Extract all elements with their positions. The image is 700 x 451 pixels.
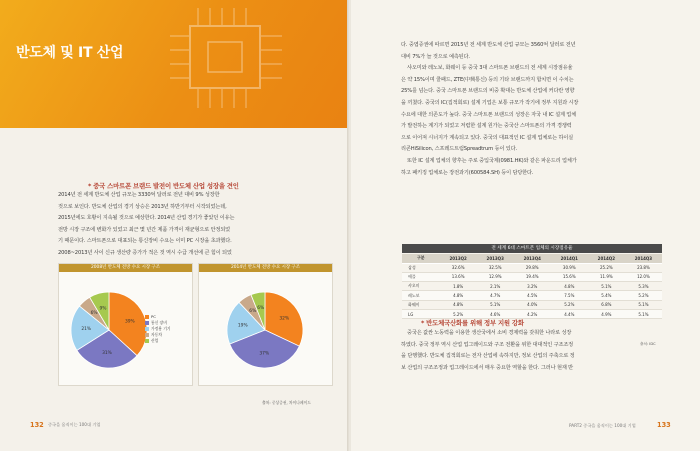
share-cell: 25.2% (588, 263, 625, 272)
table-row (402, 309, 662, 318)
slice-label: 9% (99, 306, 107, 312)
table-row (402, 263, 662, 272)
share-cell: 29.8% (514, 263, 551, 272)
brand-cell: 삼성 (402, 263, 440, 272)
slice-label: 6% (249, 309, 257, 315)
share-cell: 23.8% (625, 263, 662, 272)
legend-item: 가정용 기기 (145, 326, 171, 332)
share-cell: 5.1% (588, 282, 625, 291)
book-title-footer: PART2 중국을 움직이는 100대 기업 (569, 423, 636, 428)
chart-title: 2008년 반도체 전방 수요 시장 구조 (59, 264, 192, 272)
paragraph-line: 것으로 보인다. 반도체 산업의 경기 상승은 2013년 하반기부터 시작되었는데, (58, 203, 227, 210)
legend-swatch (145, 339, 149, 343)
paragraph-line: 가 발전하는 계기가 되었고 저렴한 설계 원가는 중국산 스마트폰의 가격 경쟁력 (401, 123, 572, 130)
share-cell: 4.8% (551, 282, 588, 291)
book-title-footer: 중국을 움직이는 100대 기업 (48, 422, 101, 427)
paragraph-line: 으로 이어져 시너지가 계속되고 있다. 중국의 대표적인 IC 설계 업체로는 하이실 (401, 134, 574, 141)
chip-graphic-icon (150, 4, 300, 114)
paragraph-line: 하였다. 중국 정부 역시 산업 업그레이드와 구조 전환을 위한 대대적인 구조조정 (401, 341, 574, 348)
brand-cell: LG (402, 309, 440, 318)
column-header: 2014Q1 (551, 254, 588, 263)
pie-chart-svg (59, 274, 194, 384)
column-header: 2013Q2 (440, 254, 477, 263)
slice-label: 6% (257, 306, 265, 312)
share-cell: 4.5% (514, 291, 551, 300)
column-header: 2014Q3 (625, 254, 662, 263)
legend-item: PC (145, 314, 171, 320)
slice-label: 6% (90, 311, 98, 317)
share-cell: 5.3% (625, 282, 662, 291)
share-cell: 15.6% (551, 272, 588, 281)
share-cell: 4.2% (514, 309, 551, 318)
share-cell: 4.8% (440, 291, 477, 300)
legend-swatch (145, 315, 149, 319)
right-body-text (401, 40, 671, 179)
paragraph-line: 샤오미와 레노보, 화웨이 등 중국 3대 스마트폰 브랜드의 전 세계 시장점유율 (407, 65, 573, 72)
share-cell: 5.2% (440, 309, 477, 318)
paragraph-line: 대비 7%가 늘 것으로 예측된다. (401, 53, 470, 60)
share-cell: 4.0% (514, 300, 551, 309)
right-section-text (401, 328, 671, 374)
share-cell: 5.2% (625, 291, 662, 300)
legend-swatch (145, 333, 149, 337)
share-cell: 11.9% (588, 272, 625, 281)
paragraph-line: 하고 패키징 업체로는 장전과기(600584.SH) 등이 담당한다. (401, 169, 534, 176)
slice-label: 31% (102, 351, 112, 357)
brand-cell: 샤오미 (402, 282, 440, 291)
legend-item: 통신 장비 (145, 320, 171, 326)
pie-chart-2008 (58, 263, 193, 386)
slice-label: 19% (237, 323, 248, 329)
legend-swatch (145, 327, 149, 331)
legend-swatch (145, 321, 149, 325)
slice-label: 32% (279, 316, 290, 322)
share-cell: 4.9% (588, 309, 625, 318)
table-source: 출처: IDC (640, 342, 656, 346)
slice-label: 39% (124, 319, 135, 325)
chart-legend (145, 314, 171, 344)
share-cell: 12.9% (477, 272, 514, 281)
share-cell: 5.4% (588, 291, 625, 300)
share-cell: 3.2% (514, 282, 551, 291)
paragraph-line: 수요에 대한 의존도가 높다. 중국 스마트폰 브랜드의 성장은 자국 내 IC 설계 업체 (401, 111, 577, 118)
paragraph-line: 리콘HiSilicon, 스프레드트럼Spreadtrum 등이 있다. (401, 146, 518, 153)
section-heading: * 중국 스마트폰 브랜드 발전이 반도체 산업 성장을 견인 (88, 182, 239, 190)
slice-label: 37% (259, 351, 270, 357)
column-header: 2013Q3 (477, 254, 514, 263)
page-number: 133 (657, 421, 671, 429)
legend-item: 산업 (145, 338, 171, 344)
share-cell: 4.6% (477, 309, 514, 318)
share-cell: 4.7% (477, 291, 514, 300)
share-cell: 4.8% (440, 300, 477, 309)
share-cell: 32.5% (477, 263, 514, 272)
pie-chart-svg (199, 274, 334, 384)
paragraph-line: 2015년에도 호황이 지속될 것으로 예상한다. 2014년 산업 경기가 좋았던 이유는 (58, 215, 235, 222)
share-cell: 5.1% (625, 300, 662, 309)
share-cell: 12.0% (625, 272, 662, 281)
share-cell: 19.4% (514, 272, 551, 281)
legend-item: 자동차 (145, 332, 171, 338)
share-cell: 5.1% (625, 309, 662, 318)
share-cell: 32.6% (440, 263, 477, 272)
paragraph-line: 중국은 값싼 노동력을 이용한 생산국에서 소비 경제력을 갖춰한 나라로 성장 (407, 330, 572, 336)
brand-cell: 레노보 (402, 291, 440, 300)
chart-title: 2014년 반도체 전방 수요 시장 구조 (199, 264, 332, 272)
right-page (351, 0, 700, 451)
paragraph-line: 보 산업의 구조조정과 업그레이드에서 매우 중요한 역할을 한다. 그러나 현재 반 (401, 364, 574, 371)
asterisk-icon: * (421, 319, 427, 327)
paragraph-line: 을 끼쳤다. 중국의 IC(집적회로) 설계 기업은 보통 규모가 작기에 정부 지원과 시장 (401, 99, 579, 106)
left-page (0, 0, 349, 451)
paragraph-line: 기 때문이다. 스마트폰으로 대표되는 통신장비 수요는 이미 PC 시장을 초과했다. (58, 238, 232, 245)
paragraph-line: 은 약 15%이며 쿨패드, ZTE(中興통신) 등의 기타 브랜드까지 합치면 이 수치는 (401, 76, 574, 83)
table-row (402, 300, 662, 309)
brand-cell: 애플 (402, 272, 440, 281)
table-row (402, 291, 662, 300)
paragraph-line: 2014년 전 세계 반도체 산업 규모는 3330억 달러로 전년 대비 9% 성장한 (58, 192, 220, 198)
paragraph-line: 25%를 넘는다. 중국 스마트폰 브랜드의 비중 확대는 반도체 산업에 커다란 영향 (401, 88, 575, 95)
brand-cell: 화웨이 (402, 300, 440, 309)
table-row (402, 282, 662, 291)
market-share-table (402, 254, 662, 319)
page-number: 132 (30, 421, 44, 429)
paragraph-line: 2008~2013년 사이 신규 생산량 증가가 적은 것 역시 수급 개선에 큰 힘이 되었 (58, 249, 232, 256)
chart-source: 출처: 중상증권, 차이나페이드 (262, 400, 311, 405)
left-body-text (58, 190, 320, 260)
paragraph-line: 다. 중엽증권에 따르면 2015년 전 세계 반도체 산업 규모는 3560억 달러로 전년 (401, 42, 576, 48)
paragraph-line: 또한 IC 설계 업체의 향후는 주로 중입국제(0981.HK)와 같은 파운드리 업체가 (407, 157, 577, 164)
column-header: 2013Q4 (514, 254, 551, 263)
table-header-row (402, 254, 662, 263)
share-cell: 30.9% (551, 263, 588, 272)
chapter-title: 반도체 및 IT 산업 (16, 45, 124, 61)
share-cell: 6.8% (588, 300, 625, 309)
share-cell: 13.6% (440, 272, 477, 281)
asterisk-icon: * (88, 182, 94, 190)
share-cell: 5.1% (477, 300, 514, 309)
column-header: 구분 (402, 254, 440, 263)
share-cell: 4.4% (551, 309, 588, 318)
slice-label: 21% (81, 327, 92, 333)
paragraph-line: 을 단행했다. 반도체 집적회로는 전자 산업에 속하지만, 정보 산업의 주축으로 정 (401, 353, 575, 360)
column-header: 2014Q2 (588, 254, 625, 263)
share-cell: 1.8% (440, 282, 477, 291)
table-title: 전 세계 6대 스마트폰 업체의 시장점유율 (402, 244, 662, 253)
share-cell: 2.1% (477, 282, 514, 291)
chapter-banner (0, 0, 349, 128)
share-cell: 5.2% (551, 300, 588, 309)
paragraph-line: 전방 시장 구조에 변화가 있었고 최근 몇 년간 제품 가격이 재균형으로 안정되었 (58, 226, 231, 233)
share-cell: 7.5% (551, 291, 588, 300)
table-row (402, 272, 662, 281)
section-heading: * 반도체국산화를 위해 정부 지원 강화 (421, 319, 524, 327)
pie-chart-2014 (198, 263, 333, 386)
